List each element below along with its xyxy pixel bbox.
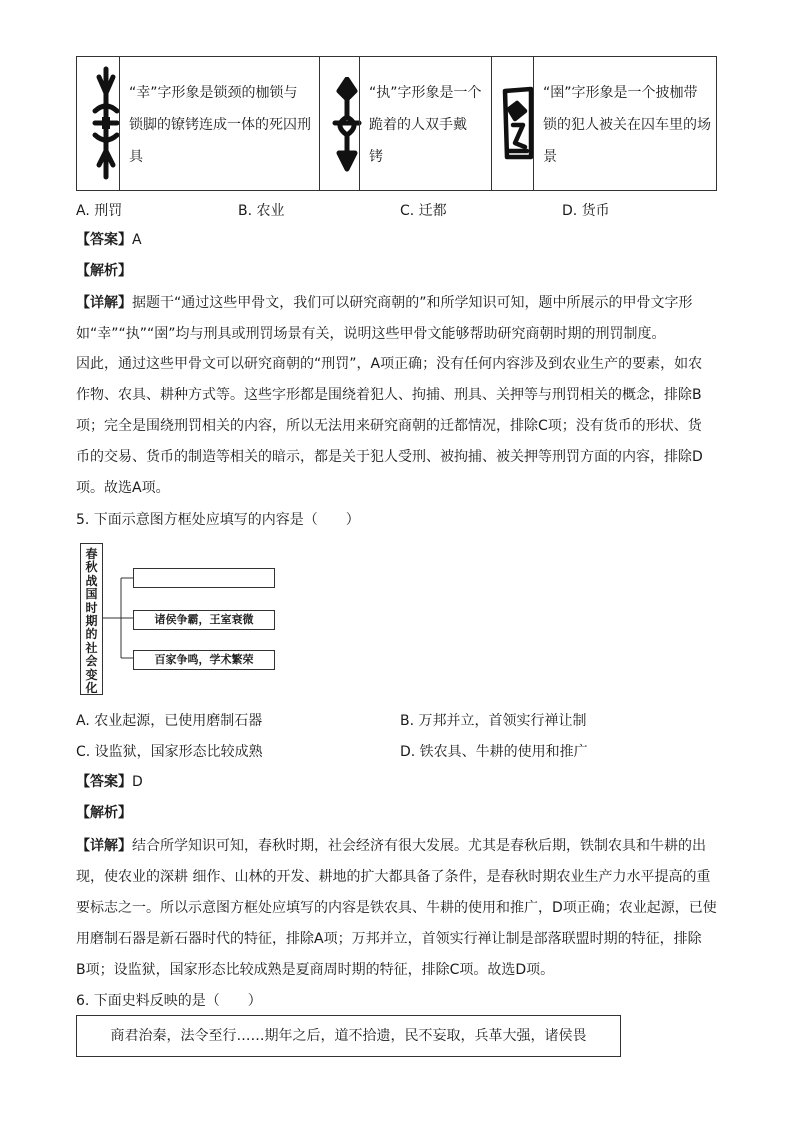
answer-value: A: [132, 232, 142, 248]
glyph-zhi-desc: [369, 77, 482, 173]
answer-tag: 【答案】: [76, 232, 132, 248]
q4-detail-line: [76, 293, 693, 313]
q6-source-quote: 商君治秦，法令至行……期年之后，道不拾遗，民不妄取，兵革大强，诸侯畏: [76, 1015, 621, 1057]
option-c[interactable]: C. 迁都: [400, 203, 447, 219]
desc-line: 跪着的人双手戴: [369, 117, 467, 133]
desc-line: “圉”字形象是一个披枷带: [543, 85, 698, 101]
oracle-bone-yu-glyph: [501, 85, 535, 163]
diagram-vertical-box: [80, 543, 103, 695]
table-divider: [359, 57, 361, 190]
q4-detail-line: 项。故选A项。: [76, 480, 170, 496]
option-a[interactable]: A. 农业起源，已使用磨制石器: [76, 713, 263, 729]
detail-text: 据题干“通过这些甲骨文，我们可以研究商朝的”和所学知识可知，题中所展示的甲骨文字形: [132, 295, 693, 311]
q4-detail-line: 项；完全是围绕刑罚相关的内容，所以无法用来研究商朝的迁都情况，排除C项；没有货币的形状、货: [76, 418, 702, 434]
option-d[interactable]: D. 货币: [562, 203, 610, 219]
option-d[interactable]: D. 铁农具、牛耕的使用和推广: [400, 744, 588, 760]
glyph-yu-desc: [543, 77, 711, 173]
table-divider: [119, 57, 121, 190]
detail-text: 结合所学知识可知，春秋时期，社会经济有很大发展。尤其是春秋后期，铁制农具和牛耕的出: [132, 838, 706, 854]
q4-detail-line: 因此，通过这些甲骨文可以研究商朝的“刑罚”，A项正确；没有任何内容涉及到农业生产的要素，如农: [76, 356, 703, 372]
q5-answer: [76, 772, 143, 792]
q4-detail-line: 作物、农具、耕种方式等。这些字形都是围绕着犯人、拘捕、刑具、关押等与刑罚相关的概念，排除B: [76, 387, 702, 403]
option-c[interactable]: C. 设监狱，国家形态比较成熟: [76, 744, 263, 760]
desc-line: 锁的犯人被关在囚车里的场: [543, 117, 711, 133]
q4-analysis-tag: 【解析】: [76, 263, 132, 279]
detail-tag: 【详解】: [76, 838, 132, 854]
detail-tag: 【详解】: [76, 295, 132, 311]
q4-detail-line: 币的交易、货币的制造等相关的暗示，都是关于犯人受刑、被拘捕、被关押等刑罚方面的内容，排除D: [76, 449, 703, 465]
q5-stem: 5. 下面示意图方框处应填写的内容是（ ）: [76, 512, 360, 528]
diagram-box-hegemony: 诸侯争霸，王室衰微: [133, 610, 275, 630]
desc-line: “幸”字形象是锁颈的枷锁与: [129, 85, 298, 101]
diagram-connector-lines: [103, 570, 135, 665]
desc-line: “执”字形象是一个: [369, 85, 482, 101]
q4-answer: [76, 230, 142, 250]
answer-value: D: [132, 774, 143, 790]
q4-detail-line: 如“幸”“执”“圉”均与刑具或刑罚场景有关，说明这些甲骨文能够帮助研究商朝时期的刑罚制度。: [76, 326, 666, 342]
table-divider: [491, 57, 493, 190]
desc-line: 景: [543, 149, 557, 165]
diagram-box-hundred-schools: 百家争鸣，学术繁荣: [133, 650, 275, 670]
table-divider: [319, 57, 321, 190]
desc-line: 具: [129, 149, 143, 165]
diagram-vertical-label: 春秋战国时期的社会变化: [85, 547, 98, 696]
desc-line: 铐: [369, 149, 383, 165]
q6-stem: 6. 下面史料反映的是（ ）: [76, 993, 262, 1009]
diagram-blank-box[interactable]: [133, 568, 275, 588]
q5-detail-line: 现，使农业的深耕 细作、山林的开发、耕地的扩大都具备了条件，是春秋时期农业生产力水平提高的重: [76, 869, 711, 885]
q5-detail-line: 要标志之一。所以示意图方框处应填写的内容是铁农具、牛耕的使用和推广，D项正确；农业起源，已使: [76, 900, 717, 916]
desc-line: 锁脚的镣铐连成一体的死囚刑: [129, 117, 311, 133]
q5-analysis-tag: 【解析】: [76, 805, 132, 821]
oracle-glyph-table: [76, 56, 717, 191]
option-b[interactable]: B. 农业: [238, 203, 285, 219]
q5-detail-line: [76, 836, 706, 856]
answer-tag: 【答案】: [76, 774, 132, 790]
option-a[interactable]: A. 刑罚: [76, 203, 123, 219]
table-divider: [533, 57, 535, 190]
oracle-bone-xing-glyph: [91, 65, 121, 183]
glyph-xing-desc: [129, 77, 311, 173]
q5-detail-line: B项；设监狱，国家形态比较成熟是夏商周时期的特征，排除C项。故选D项。: [76, 962, 555, 978]
q5-detail-line: 用磨制石器是新石器时代的特征，排除A项；万邦并立，首领实行禅让制是部落联盟时期的特征，排除: [76, 931, 702, 947]
option-b[interactable]: B. 万邦并立，首领实行禅让制: [400, 713, 587, 729]
